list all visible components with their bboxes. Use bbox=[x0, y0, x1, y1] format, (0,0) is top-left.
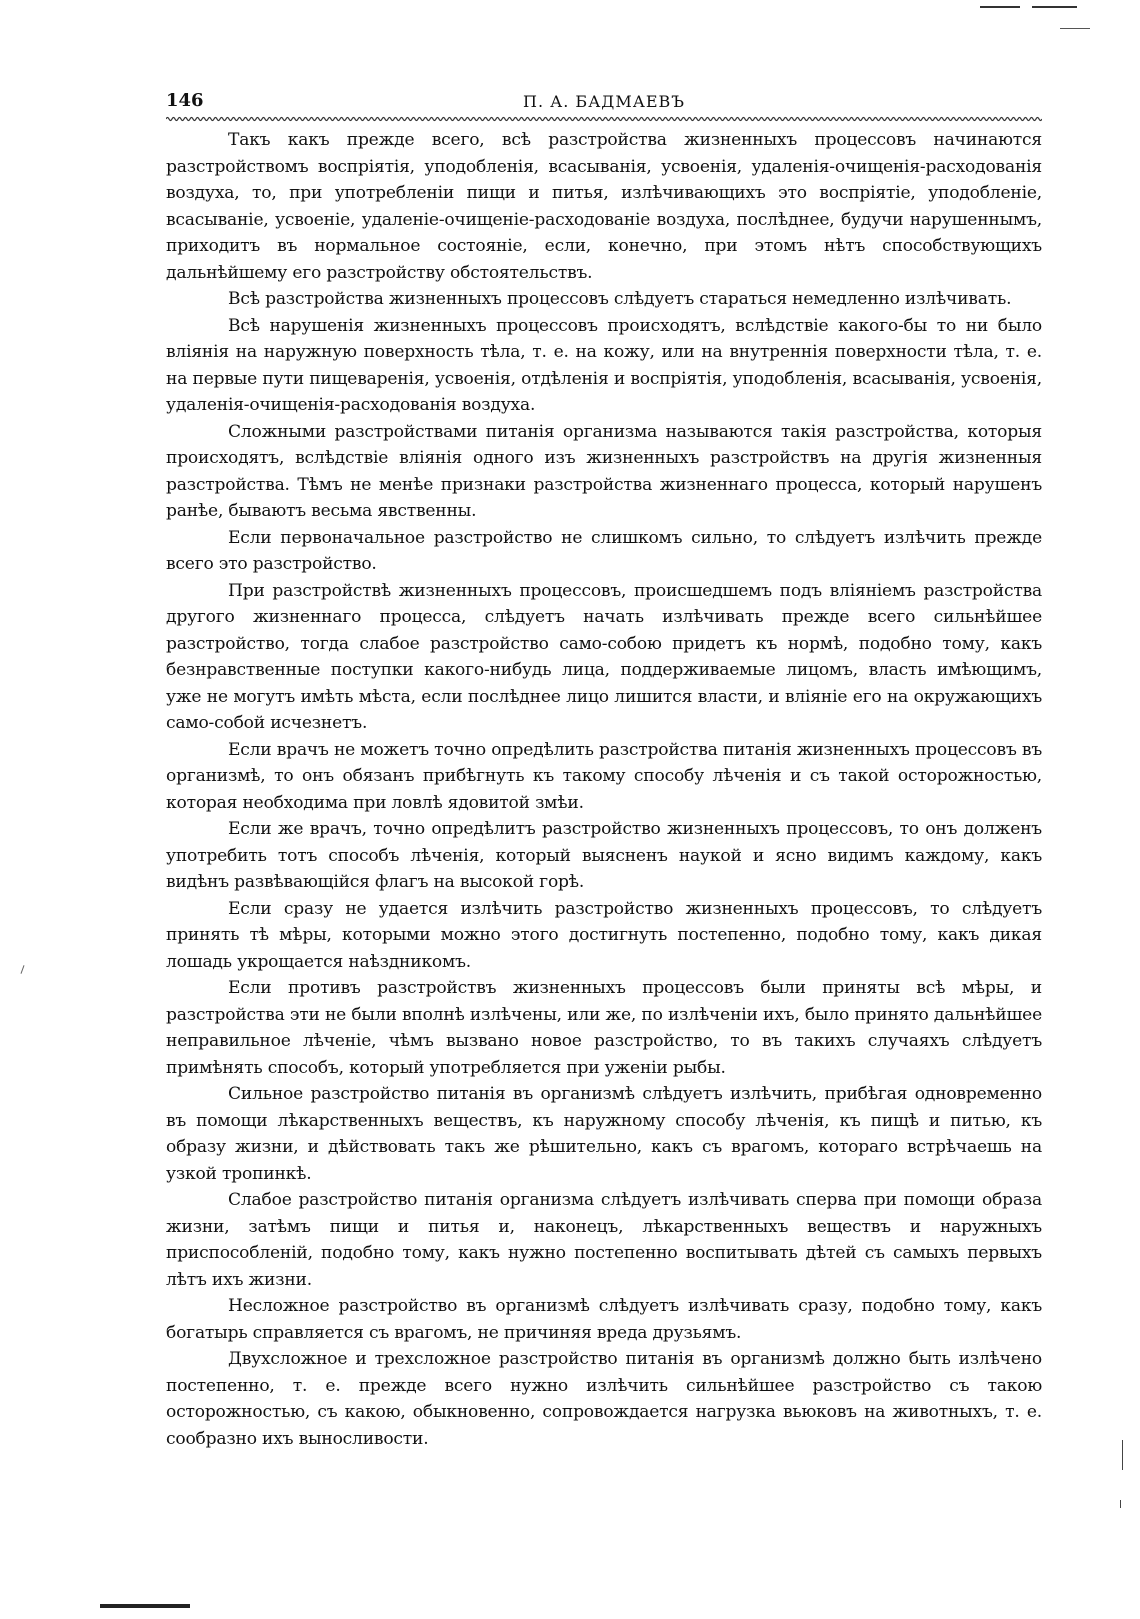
paragraph: Всѣ разстройства жизненныхъ процессовъ слѣдуетъ стараться немедленно излѣчивать. bbox=[228, 289, 1012, 309]
paragraph: Несложное разстройство въ организмѣ слѣдуетъ излѣчивать сразу, подобно тому, какъ богатырь справляется съ врагомъ, не причиняя вреда друзьямъ. bbox=[166, 1296, 1042, 1343]
paragraph: Если первоначальное разстройство не слишкомъ сильно, то слѣдуетъ излѣчить прежде всего это разстройство. bbox=[166, 527, 1042, 574]
paragraph: Всѣ нарушенія жизненныхъ процессовъ происходятъ, вслѣдствіе какого-бы то ни было вліянія на наружную поверхность тѣла, т. е. на кожу, или на внутреннія поверхности тѣла, т. е. на первые пути пищеваренія, усвоенія, отдѣленія и воспріятія, уподобленія, всасыванія, усвоенія, удаленія-очищенія-расходованія воздуха. bbox=[166, 315, 1042, 415]
paragraph: Если противъ разстройствъ жизненныхъ процессовъ были приняты всѣ мѣры, и разстройства эти не были вполнѣ излѣчены, или же, по излѣченіи ихъ, было принято дальнѣйшее неправильное лѣченіе, чѣмъ вызвано новое разстройство, то въ такихъ случаяхъ слѣдуетъ примѣнять способъ, который употребляется при уженіи рыбы. bbox=[166, 978, 1042, 1078]
paragraph: При разстройствѣ жизненныхъ процессовъ, происшедшемъ подъ вліяніемъ разстройства другого жизненнаго процесса, слѣдуетъ начать излѣчивать прежде всего сильнѣйшее разстройство, тогда слабое разстройство само-собою придетъ къ нормѣ, подобно тому, какъ безнравственные поступки какого-нибудь лица, поддерживаемые лицомъ, власть имѣющимъ, уже не могутъ имѣть мѣста, если послѣднее лицо лишится власти, и вліяніе его на окружающихъ само-собой исчезнетъ. bbox=[166, 580, 1042, 733]
page-number: 146 bbox=[166, 90, 204, 111]
wavy-rule bbox=[166, 115, 1042, 123]
paragraph: Слабое разстройство питанія организма слѣдуетъ излѣчивать сперва при помощи образа жизни, затѣмъ пищи и питья и, наконецъ, лѣкарственныхъ веществъ и наружныхъ приспособленій, подобно тому, какъ нужно постепенно воспитывать дѣтей съ самыхъ первыхъ лѣтъ ихъ жизни. bbox=[166, 1190, 1042, 1290]
paragraph: Двухсложное и трехсложное разстройство питанія въ организмѣ должно быть излѣчено постепенно, т. е. прежде всего нужно излѣчить сильнѣйшее разстройство съ такою осторожностью, съ какою, обыкновенно, сопровождается нагрузка вьюковъ на животныхъ, т. е. сообразно ихъ выносливости. bbox=[166, 1349, 1042, 1449]
scan-mark bbox=[20, 965, 24, 974]
running-head: П. А. БАДМАЕВЪ bbox=[523, 92, 685, 111]
paragraph: Сильное разстройство питанія въ организмѣ слѣдуетъ излѣчить, прибѣгая одновременно въ помощи лѣкарственныхъ веществъ, къ наружному способу лѣченія, къ пищѣ и питью, къ образу жизни, и дѣйствовать такъ же рѣшительно, какъ съ врагомъ, котораго встрѣчаешь на узкой тропинкѣ. bbox=[166, 1084, 1042, 1184]
scan-mark bbox=[1032, 6, 1077, 8]
paragraph: Если же врачъ, точно опредѣлитъ разстройство жизненныхъ процессовъ, то онъ долженъ употребить тотъ способъ лѣченія, который выясненъ наукой и ясно видимъ каждому, какъ видѣнъ развѣвающійся флагъ на высокой горѣ. bbox=[166, 819, 1042, 892]
paragraph: Сложными разстройствами питанія организма называются такія разстройства, которыя происходятъ, вслѣдствіе вліянія одного изъ жизненныхъ разстройствъ на другія жизненныя разстройства. Тѣмъ не менѣе признаки разстройства жизненнаго процесса, который нарушенъ ранѣе, бываютъ весьма явственны. bbox=[166, 421, 1042, 521]
bottom-rule bbox=[100, 1604, 190, 1608]
body-text bbox=[166, 127, 1042, 1452]
scan-mark bbox=[1120, 1500, 1121, 1508]
page-header bbox=[166, 88, 1042, 118]
paragraph: Если врачъ не можетъ точно опредѣлить разстройства питанія жизненныхъ процессовъ въ организмѣ, то онъ обязанъ прибѣгнуть къ такому способу лѣченія и съ такой осторожностью, которая необходима при ловлѣ ядовитой змѣи. bbox=[166, 739, 1042, 813]
paragraph: Такъ какъ прежде всего, всѣ разстройства жизненныхъ процессовъ начинаются разстройствомъ воспріятія, уподобленія, всасыванія, усвоенія, удаленія-очищенія-расходованія воздуха, то, при употребленіи пищи и питья, излѣчивающихъ это воспріятіе, уподобленіе, всасываніе, усвоеніе, удаленіе-очищеніе-расходованіе воздуха, послѣднее, будучи нарушеннымъ, приходитъ въ нормальное состояніе, если, конечно, при этомъ нѣтъ способствующихъ дальнѣйшему его разстройству обстоятельствъ. bbox=[166, 130, 1042, 283]
scan-mark bbox=[980, 6, 1020, 8]
scan-mark bbox=[1060, 28, 1090, 29]
paragraph: Если сразу не удается излѣчить разстройство жизненныхъ процессовъ, то слѣдуетъ принять тѣ мѣры, которыми можно этого достигнуть постепенно, подобно тому, какъ дикая лошадь укрощается наѣздникомъ. bbox=[166, 898, 1042, 972]
scan-mark bbox=[1122, 1440, 1123, 1470]
